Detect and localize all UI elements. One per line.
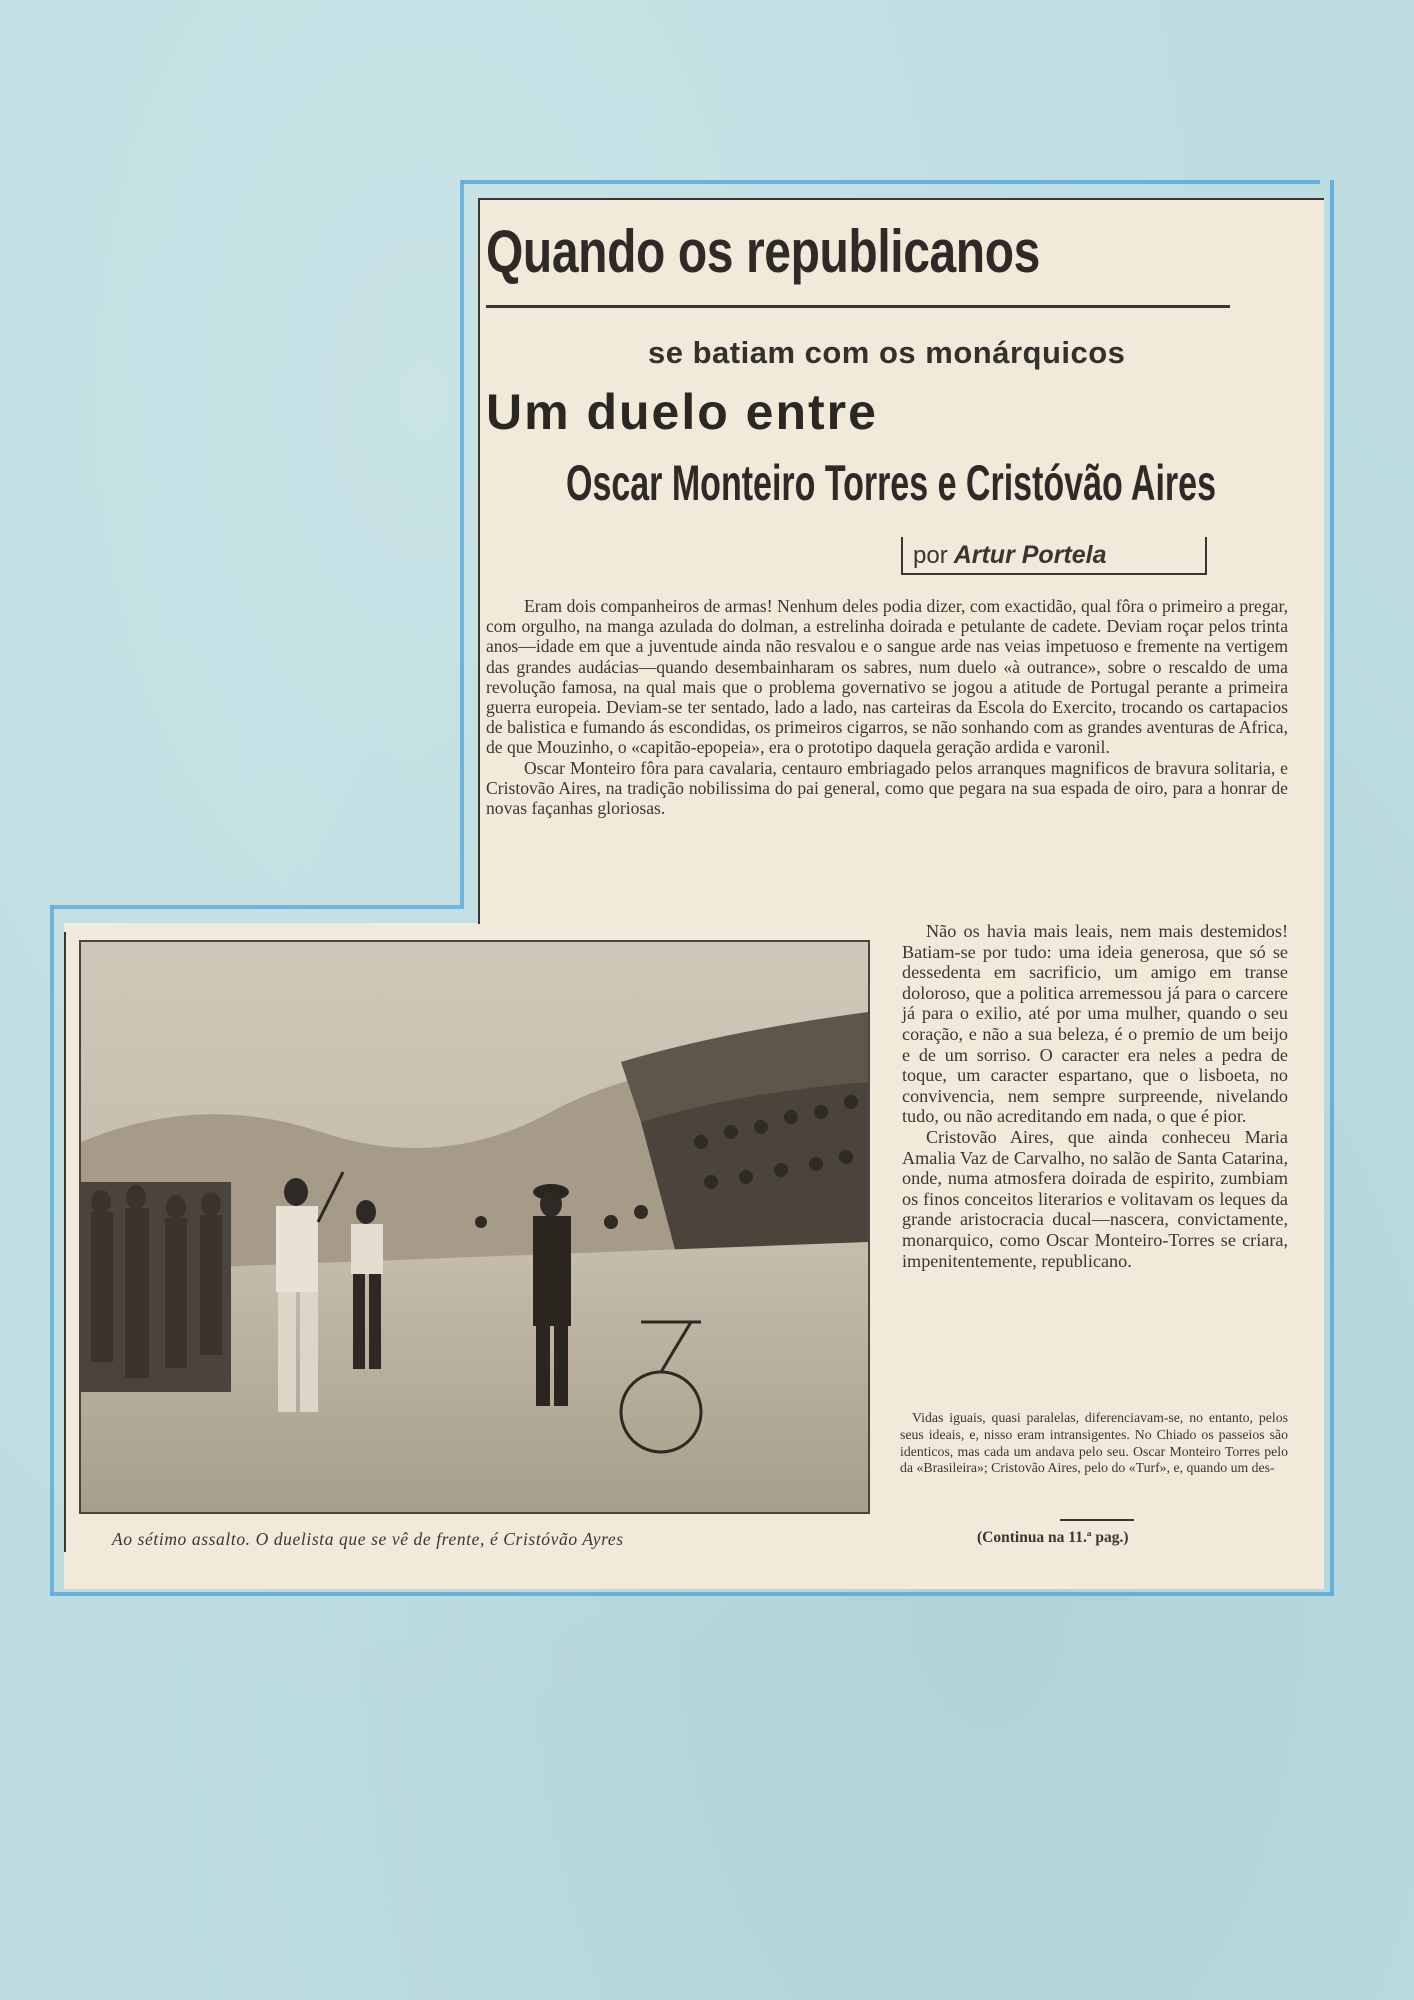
headline-main: Quando os republicanos bbox=[486, 218, 1040, 285]
duel-photograph bbox=[79, 940, 870, 1514]
article-body-right bbox=[902, 921, 1288, 1271]
headline-names: Oscar Monteiro Torres e Cristóvão Aires bbox=[566, 455, 1216, 511]
article-body-small bbox=[900, 1410, 1288, 1477]
clipping-edge bbox=[478, 198, 1324, 200]
continued-note: (Continua na 11.ª pag.) bbox=[977, 1529, 1129, 1546]
byline bbox=[901, 537, 1207, 575]
photo-frame-edge bbox=[64, 932, 66, 1552]
pencil-outline-left-upper bbox=[460, 180, 464, 905]
byline-prefix: por bbox=[913, 542, 948, 569]
pencil-outline-step bbox=[52, 905, 464, 909]
article-paragraph: Vidas iguais, quasi paralelas, diferenciavam-se, no entanto, pelos seus ideais, e, nisso eram intransigentes. No Chiado os passeios são identicos, mas cada um andava pelo seu. Oscar Monteiro Torres pelo da «Brasileira»; Cristovão Aires, pelo do «Turf», e, quando um des- bbox=[900, 1410, 1288, 1476]
pencil-outline-left bbox=[50, 905, 54, 1595]
byline-author: Artur Portela bbox=[953, 541, 1107, 569]
clipping-edge bbox=[478, 198, 480, 924]
article-paragraph: Não os havia mais leais, nem mais destemidos! Batiam-se por tudo: uma ideia generosa, que só se dessedenta em sacrificio, um amigo em transe doloroso, que a politica arremessou já para o carcere já para o exilio, até por uma mulher, quando o seu coração, e não a sua beleza, é o premio de um beijo e de um sorriso. O caracter era neles a pedra de toque, um caracter espartano, que o lisboeta, no convivencia, nem sempre surpreende, nivelando tudo, ou não acreditando em nada, o que é pior. bbox=[902, 921, 1288, 1127]
continued-rule bbox=[1060, 1519, 1134, 1521]
pencil-outline-right bbox=[1330, 180, 1334, 1594]
article-body-main bbox=[486, 596, 1288, 818]
article-paragraph: Cristovão Aires, que ainda conheceu Maria Amalia Vaz de Carvalho, no salão de Santa Catarina, onde, numa atmosfera doirada de espirito, zumbiam os finos conceitos literarios e volitavam os leques da grande aristocracia ducal—nascera, convictamente, monarquico, como Oscar Monteiro-Torres se criara, impenitentemente, republicano. bbox=[902, 1126, 1288, 1271]
headline-duel: Um duelo entre bbox=[486, 384, 878, 440]
pencil-outline-top bbox=[462, 180, 1320, 184]
pencil-outline-bottom bbox=[50, 1592, 1334, 1596]
photo-caption: Ao sétimo assalto. O duelista que se vê de frente, é Cristóvão Ayres bbox=[112, 1529, 624, 1549]
headline-rule bbox=[486, 305, 1230, 308]
article-paragraph: Eram dois companheiros de armas! Nenhum deles podia dizer, com exactidão, qual fôra o primeiro a pregar, com orgulho, na manga azulada do dolman, a estrelinha doirada e petulante de cadete. Deviam roçar pelos trinta anos—idade em que a juventude ainda não resvalou e o sangue arde nas veias impetuoso e fremente na vertigem das grandes audácias—quando desembainharam os sabres, num duelo «à outrance», sobre o rescaldo de uma revolução famosa, na qual mais que o problema governativo se jogou a atitude de Portugal perante a primeira guerra europeia. Deviam-se ter sentado, lado a lado, nas carteiras da Escola do Exercito, trocando os cartapacios de balistica e fumando ás escondidas, os primeiros cigarros, se não sonhando com as grandes aventuras de Africa, de que Mouzinho, o «capitão-epopeia», era o prototipo daquela geração ardida e varonil. bbox=[486, 596, 1288, 758]
headline-sub: se batiam com os monárquicos bbox=[648, 335, 1126, 370]
article-paragraph: Oscar Monteiro fôra para cavalaria, centauro embriagado pelos arranques magnificos de bravura solitaria, e Cristovão Aires, na tradição nobilissima do pai general, como que pegara na sua espada de oiro, para a honrar de novas façanhas gloriosas. bbox=[486, 757, 1288, 819]
